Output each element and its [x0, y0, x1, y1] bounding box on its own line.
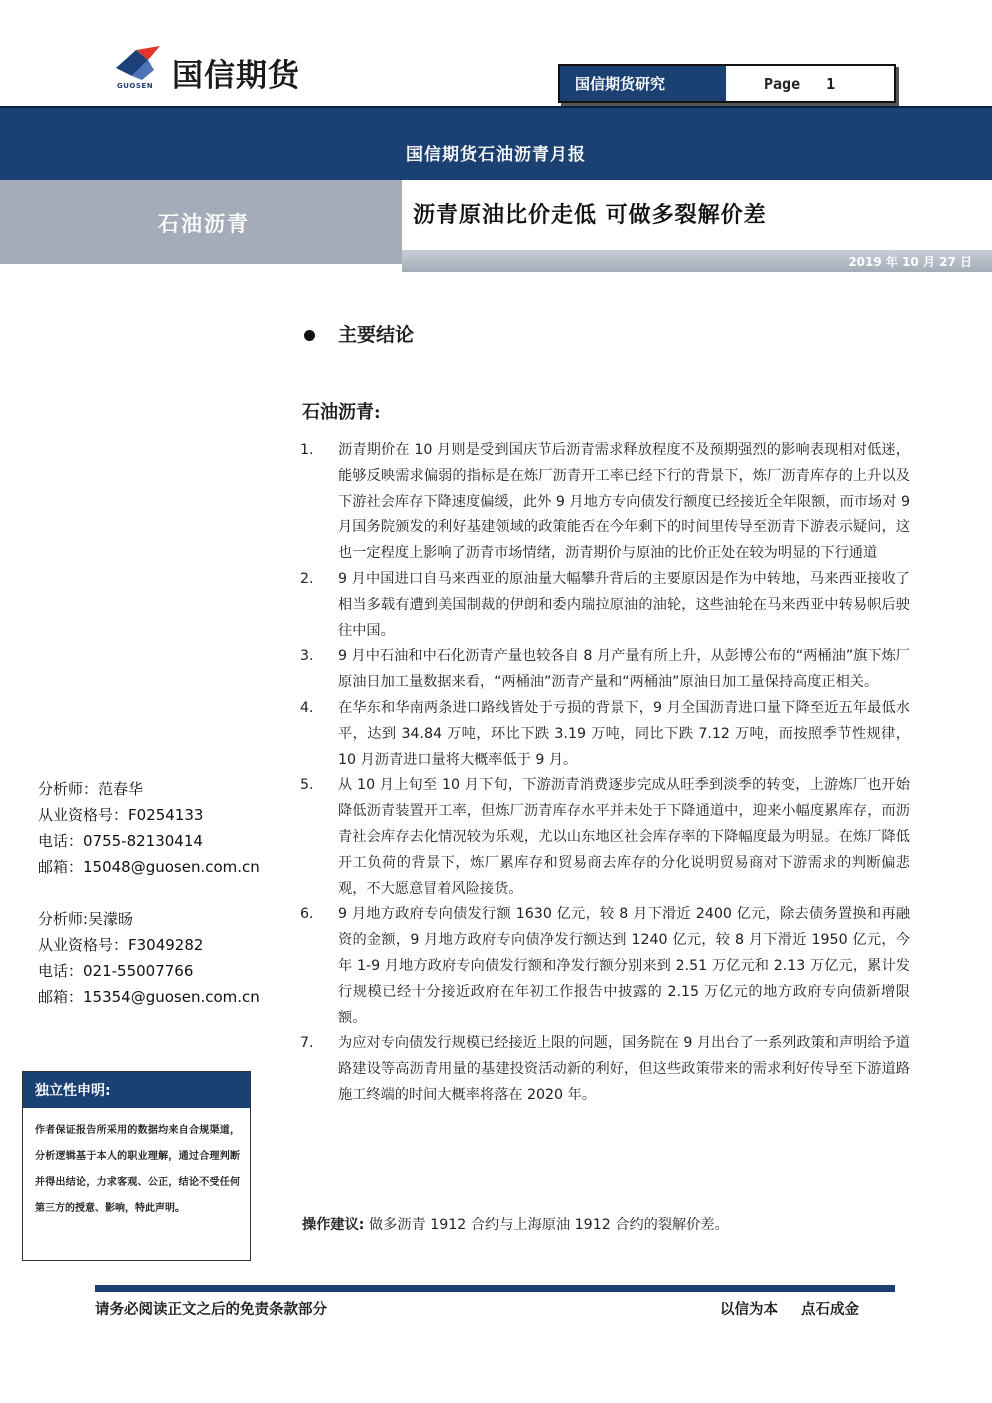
band-divider: [0, 260, 402, 264]
logo-text: 国信期货: [172, 58, 300, 94]
item-number: 1.: [300, 442, 314, 458]
independence-title: 独立性申明:: [23, 1072, 250, 1108]
item-text: 9 月中石油和中石化沥青产量也较各自 8 月产量有所上升，从彭博公布的“两桶油”旗下炼厂原油日加工量数据来看，“两桶油”沥青产量和“两桶油”原油日加工量保持高度正相关。: [338, 648, 910, 691]
item-number: 4.: [300, 699, 314, 716]
bullet-icon: [304, 330, 315, 341]
page-indicator: [726, 66, 894, 101]
item-text: 9 月中国进口自马来西亚的原油量大幅攀升背后的主要原因是作为中转地，马来西亚接收了相当多载有遭到美国制裁的伊朗和委内瑞拉原油的油轮，这些油轮在马来西亚中转易帜后驶往中国。: [338, 570, 910, 639]
analyst-email[interactable]: 邮箱：15048@guosen.com.cn: [38, 858, 260, 876]
independence-text: 作者保证报告所采用的数据均来自合规渠道，分析逻辑基于本人的职业理解，通过合理判断 并得出结论，力求客观、公正，结论不受任何第三方的授意、影响，特此声明。: [35, 1125, 240, 1214]
report-banner: [0, 106, 992, 180]
sub-title: 石油沥青:: [302, 402, 381, 423]
headline: 沥青原油比价走低 可做多裂解价差: [413, 202, 767, 228]
analyst-name: 分析师：范春华: [38, 780, 144, 798]
research-label: 国信期货研究: [560, 66, 726, 101]
analyst-email[interactable]: 邮箱：15354@guosen.com.cn: [38, 988, 260, 1006]
list-item: [300, 773, 910, 902]
date-bar: [402, 250, 992, 272]
page-number: 1: [826, 74, 836, 93]
report-title: 国信期货石油沥青月报: [406, 145, 586, 165]
list-item: [300, 696, 910, 773]
report-date: 2019 年 10 月 27 日: [848, 255, 972, 269]
footer-divider: [95, 1285, 895, 1292]
header-badge: [558, 64, 896, 103]
item-text: 在华东和华南两条进口路线皆处于亏损的背景下，9 月全国沥青进口量下降至近五年最低水平，达到 34.84 万吨，环比下跌 3.19 万吨，同比下跌 7.12 万吨，而按照季节性规律，10 月沥青进口量将大概率低于 9 月。: [338, 699, 910, 768]
analyst-phone: 电话：021-55007766: [38, 962, 194, 980]
analyst-phone: 电话：0755-82130414: [38, 832, 203, 850]
operation-advice: [302, 1213, 912, 1238]
list-item: [300, 644, 910, 696]
analyst-license: 从业资格号：F0254133: [38, 806, 204, 824]
analyst-block: [38, 776, 260, 880]
list-item: [300, 902, 910, 1031]
logo-icon: [114, 46, 168, 84]
category-label: 石油沥青: [158, 211, 250, 236]
category-band: [0, 180, 402, 260]
logo-subtext: GUOSEN: [117, 82, 154, 90]
item-text: 9 月地方政府专向债发行额 1630 亿元，较 8 月下滑近 2400 亿元，除去债务置换和再融资的金额，9 月地方政府专向债净发行额达到 1240 亿元，较 8 月下滑近 1950 亿元，今年 1-9 月地方政府专向债发行额和净发行额分别来到 2.51 万亿元和 2.13 万亿元，累计发行规模已经十分接近政府在年初工作报告中披露的 2.15 万亿元的地方政府专向债新增限额。: [338, 906, 910, 1026]
analyst-license: 从业资格号：F3049282: [38, 936, 204, 954]
item-number: 5.: [300, 777, 314, 794]
footer-slogan: 以信为本 点石成金: [720, 1301, 860, 1318]
disclaimer-notice: 请务必阅读正文之后的免责条款部分: [95, 1301, 327, 1318]
item-text: 从 10 月上旬至 10 月下旬，下游沥青消费逐步完成从旺季到淡季的转变，上游炼厂也开始降低沥青装置开工率，但炼厂沥青库存水平并未处于下降通道中，迎来小幅度累库存，而沥青社会库存去化情况较为乐观，尤以山东地区社会库存率的下降幅度最为明显。在炼厂降低开工负荷的背景下，炼厂累库存和贸易商去库存的分化说明贸易商对下游需求的判断偏悲观，不大愿意冒着风险接货。: [338, 777, 910, 897]
list-item: [300, 1031, 910, 1108]
item-text: 沥青期价在 10 月则是受到国庆节后沥青需求释放程度不及预期强烈的影响表现相对低迷，能够反映需求偏弱的指标是在炼厂沥青开工率已经下行的背景下，炼厂沥青库存的上升以及下游社会库存下降速度偏缓，此外 9 月地方专向债发行额度已经接近全年限额，而市场对 9 月国务院颁发的利好基建领域的政策能否在今年剩下的时间里传导至沥青下游表示疑问，这也一定程度上影响了沥青市场情绪，沥青期价与原油的比价正处在较为明显的下行通道: [338, 442, 910, 562]
item-number: 2.: [300, 570, 314, 587]
item-number: 6.: [300, 906, 314, 923]
analyst-block: [38, 906, 260, 1010]
section-title: 主要结论: [338, 324, 415, 346]
item-text: 为应对专向债发行规模已经接近上限的问题，国务院在 9 月出台了一系列政策和声明给予道路建设等高沥青用量的基建投资活动新的利好，但这些政策带来的需求利好传导至下游道路施工终端的时间大概率将落在 2020 年。: [338, 1035, 910, 1103]
advice-text: 做多沥青 1912 合约与上海原油 1912 合约的裂解价差。: [368, 1217, 729, 1233]
list-item: [300, 438, 910, 567]
list-item: [300, 567, 910, 644]
company-logo: [114, 46, 354, 96]
item-number: 7.: [300, 1035, 314, 1052]
conclusion-list: [300, 438, 910, 1109]
advice-label: 操作建议:: [302, 1217, 365, 1233]
page-label: Page: [764, 74, 801, 93]
item-number: 3.: [300, 648, 314, 665]
analyst-name: 分析师:吴濛旸: [38, 910, 134, 928]
independence-box: [22, 1071, 251, 1261]
